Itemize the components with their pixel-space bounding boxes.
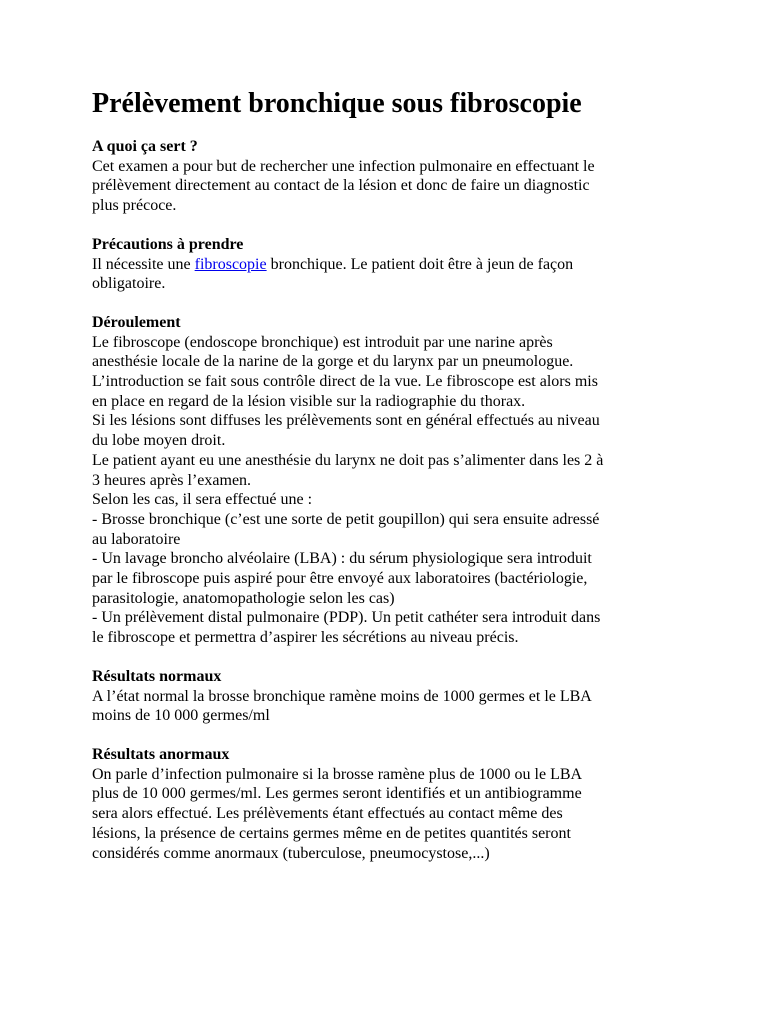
section-body xyxy=(92,157,692,216)
section-heading: Résultats anormaux xyxy=(92,745,230,763)
section-normal-results xyxy=(92,667,692,726)
text-line: par le fibroscope puis aspiré pour être envoyé aux laboratoires (bactériologie, xyxy=(92,570,588,588)
section-body xyxy=(92,255,692,294)
section-abnormal-results xyxy=(92,745,692,863)
text-line: 3 heures après l’examen. xyxy=(92,471,252,489)
text-line: On parle d’infection pulmonaire si la brosse ramène plus de 1000 ou le LBA xyxy=(92,765,583,783)
text-line: A l’état normal la brosse bronchique ramène moins de 1000 germes et le LBA xyxy=(92,687,592,705)
text-fragment: Il nécessite une xyxy=(92,255,195,273)
text-line: Le patient ayant eu une anesthésie du larynx ne doit pas s’alimenter dans les 2 à xyxy=(92,451,604,469)
section-heading: Déroulement xyxy=(92,313,181,331)
text-line: du lobe moyen droit. xyxy=(92,432,226,450)
text-line: L’introduction se fait sous contrôle direct de la vue. Le fibroscope est alors mis xyxy=(92,373,598,391)
text-line: - Un lavage broncho alvéolaire (LBA) : du sérum physiologique sera introduit xyxy=(92,550,592,568)
text-line: anesthésie locale de la narine de la gorge et du larynx par un pneumologue. xyxy=(92,353,574,371)
document-content xyxy=(92,86,692,882)
section-body xyxy=(92,765,692,864)
text-line: Le fibroscope (endoscope bronchique) est introduit par une narine après xyxy=(92,333,553,351)
text-line: prélèvement directement au contact de la lésion et donc de faire un diagnostic xyxy=(92,177,590,195)
section-usage xyxy=(92,137,692,216)
text-line: - Un prélèvement distal pulmonaire (PDP). Un petit cathéter sera introduit dans xyxy=(92,609,601,627)
text-line: Selon les cas, il sera effectué une : xyxy=(92,491,313,509)
text-line: le fibroscope et permettra d’aspirer les sécrétions au niveau précis. xyxy=(92,629,519,647)
text-line: Si les lésions sont diffuses les prélèvements sont en général effectués au niveau xyxy=(92,412,600,430)
section-body xyxy=(92,687,692,726)
text-line: parasitologie, anatomopathologie selon les cas) xyxy=(92,589,395,607)
section-precautions xyxy=(92,235,692,294)
text-line: au laboratoire xyxy=(92,530,181,548)
section-heading: A quoi ça sert ? xyxy=(92,138,198,155)
fibroscopie-link[interactable]: fibroscopie xyxy=(194,255,267,273)
section-procedure xyxy=(92,313,692,648)
section-body xyxy=(92,333,692,648)
text-fragment: bronchique. Le patient doit être à jeun de façon xyxy=(266,255,574,273)
text-line: plus de 10 000 germes/ml. Les germes seront identifiés et un antibiogramme xyxy=(92,785,582,803)
text-line: obligatoire. xyxy=(92,275,166,293)
text-line: - Brosse bronchique (c’est une sorte de petit goupillon) qui sera ensuite adressé xyxy=(92,510,600,528)
text-line: moins de 10 000 germes/ml xyxy=(92,707,270,725)
text-line: sera alors effectué. Les prélèvements étant effectués au contact même des xyxy=(92,805,563,823)
text-line: plus précoce. xyxy=(92,197,177,215)
section-heading: Résultats normaux xyxy=(92,667,222,685)
text-line: Cet examen a pour but de rechercher une infection pulmonaire en effectuant le xyxy=(92,157,595,175)
section-heading: Précautions à prendre xyxy=(92,235,244,253)
text-line: considérés comme anormaux (tuberculose, pneumocystose,...) xyxy=(92,844,490,862)
text-line: en place en regard de la lésion visible sur la radiographie du thorax. xyxy=(92,392,526,410)
page-title: Prélèvement bronchique sous fibroscopie xyxy=(92,88,582,119)
text-line: lésions, la présence de certains germes même en de petites quantités seront xyxy=(92,824,571,842)
